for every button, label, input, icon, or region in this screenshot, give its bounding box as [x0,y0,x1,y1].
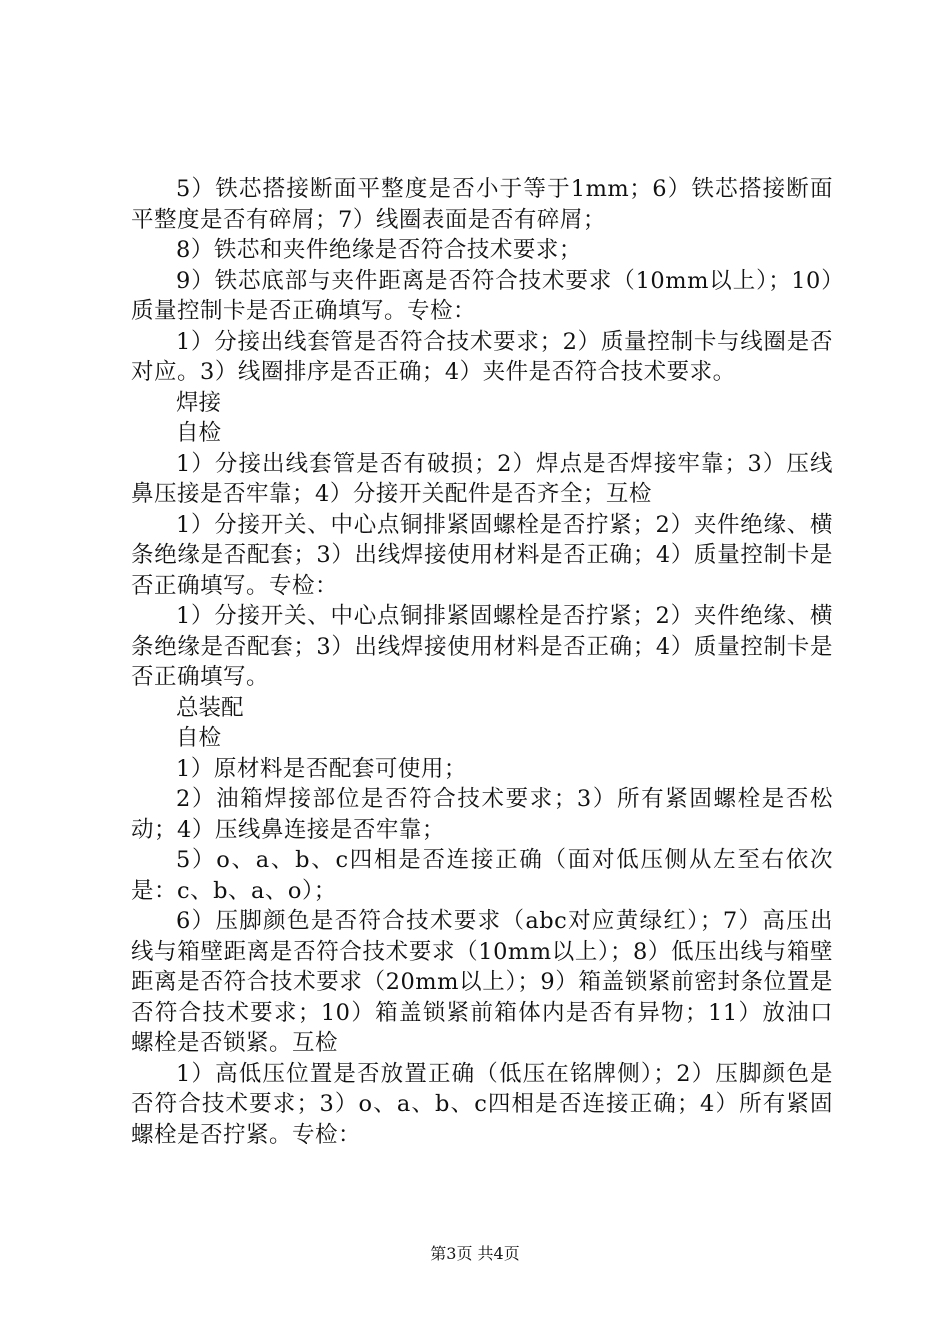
subsection-heading: 自检 [176,725,222,751]
paragraph: 8）铁芯和夹件绝缘是否符合技术要求； [176,237,582,263]
paragraph: 1）分接开关、中心点铜排紧固螺栓是否拧紧；2）夹件绝缘、横条绝缘是否配套；3）出线焊接使用材料是否正确；4）质量控制卡是否正确填写。专检： [131,511,833,599]
paragraph: 5）o、a、b、c四相是否连接正确（面对低压侧从左至右依次是：c、b、a、o）； [131,847,833,904]
paragraph: 2）油箱焊接部位是否符合技术要求；3）所有紧固螺栓是否松动；4）压线鼻连接是否牢靠； [131,786,833,843]
paragraph: 9）铁芯底部与夹件距离是否符合技术要求（10mm以上）；10）质量控制卡是否正确填写。专检： [131,267,833,324]
paragraph: 1）原材料是否配套可使用； [176,755,467,782]
paragraph: 6）压脚颜色是否符合技术要求（abc对应黄绿红）；7）高压出线与箱壁距离是否符合技术要求（10mm以上）；8）低压出线与箱壁距离是否符合技术要求（20mm以上）；9）箱盖锁紧前密封条位置是否符合技术要求；10）箱盖锁紧前箱体内是否有异物；11）放油口螺栓是否锁紧。互检 [131,908,833,1056]
paragraph: 1）分接出线套管是否有破损；2）焊点是否焊接牢靠；3）压线鼻压接是否牢靠；4）分接开关配件是否齐全；互检 [131,450,833,507]
document-body [131,174,833,1150]
paragraph: 1）分接出线套管是否符合技术要求；2）质量控制卡与线圈是否对应。3）线圈排序是否正确；4）夹件是否符合技术要求。 [131,328,833,385]
paragraph: 1）分接开关、中心点铜排紧固螺栓是否拧紧；2）夹件绝缘、横条绝缘是否配套；3）出线焊接使用材料是否正确；4）质量控制卡是否正确填写。 [131,603,833,690]
page-number-footer: 第3页 共4页 [430,1244,520,1263]
section-heading: 焊接 [176,389,222,416]
paragraph: 5）铁芯搭接断面平整度是否小于等于1mm；6）铁芯搭接断面平整度是否有碎屑；7）线圈表面是否有碎屑； [131,176,833,233]
subsection-heading: 自检 [176,420,222,446]
paragraph: 1）高低压位置是否放置正确（低压在铭牌侧）；2）压脚颜色是否符合技术要求；3）o、a、b、c四相是否连接正确；4）所有紧固螺栓是否拧紧。专检： [131,1060,833,1148]
section-heading: 总装配 [176,694,244,721]
